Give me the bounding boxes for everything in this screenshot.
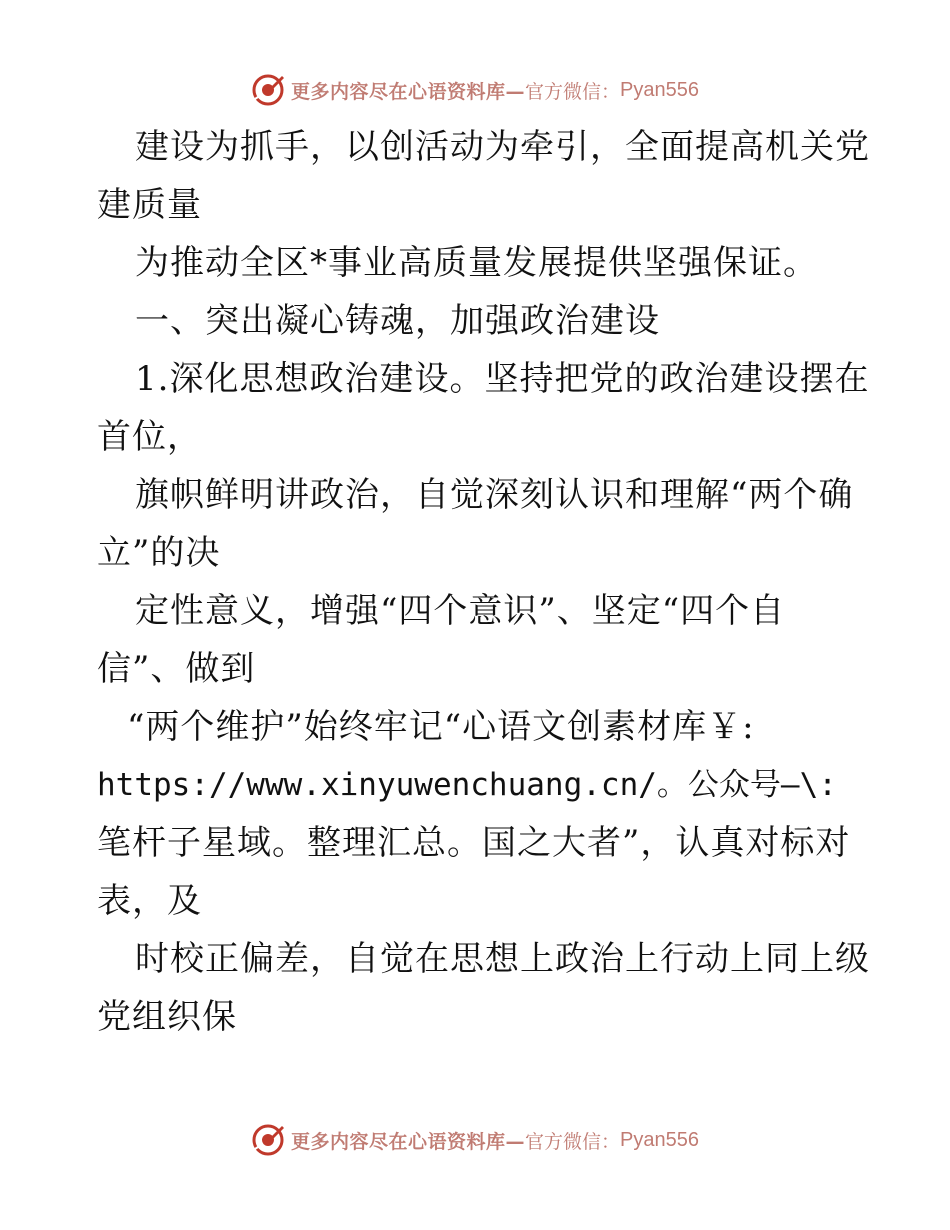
text-line: 时校正偏差，自觉在思想上政治上行动上同上级 <box>135 939 870 979</box>
watermark-wechat-label: 官方微信： <box>525 80 621 103</box>
watermark-text: 更多内容尽在心语资料库— <box>291 1130 526 1153</box>
text-line: 立”的决 <box>97 533 221 573</box>
text-line: 笔杆子星域。整理汇总。国之大者”，认真对标对 <box>97 823 851 863</box>
text-line: 建设为抓手，以创活动为牵引，全面提高机关党 <box>135 127 870 167</box>
watermark-wechat-id: Pyan556 <box>620 1128 699 1151</box>
text-line: 表，及 <box>97 881 202 921</box>
text-line: 1.深化思想政治建设。坚持把党的政治建设摆在 <box>135 359 870 399</box>
section-heading: 一、突出凝心铸魂，加强政治建设 <box>135 301 660 341</box>
text-line: 定性意义，增强“四个意识”、坚定“四个自 <box>135 591 786 631</box>
text-line: 党组织保 <box>97 997 237 1037</box>
watermark-wechat-label: 官方微信： <box>525 1130 621 1153</box>
url-line: https://www.xinyuwenchuang.cn/。公众号—\: <box>97 767 837 803</box>
watermark-wechat-id: Pyan556 <box>620 78 699 101</box>
watermark-text: 更多内容尽在心语资料库— <box>291 80 526 103</box>
text-line: “两个维护”始终牢记“心语文创素材库￥: <box>127 707 755 747</box>
pen-logo-icon <box>251 73 285 107</box>
text-line: 信”、做到 <box>97 649 256 689</box>
text-line: 旗帜鲜明讲政治，自觉深刻认识和理解“两个确 <box>135 475 854 515</box>
header-watermark <box>0 72 950 108</box>
text-line: 为推动全区*事业高质量发展提供坚强保证。 <box>135 243 818 283</box>
footer-watermark <box>0 1122 950 1158</box>
pen-logo-icon <box>251 1123 285 1157</box>
text-line: 建质量 <box>97 185 202 225</box>
text-line: 首位， <box>97 417 202 457</box>
document-body <box>97 118 870 1046</box>
